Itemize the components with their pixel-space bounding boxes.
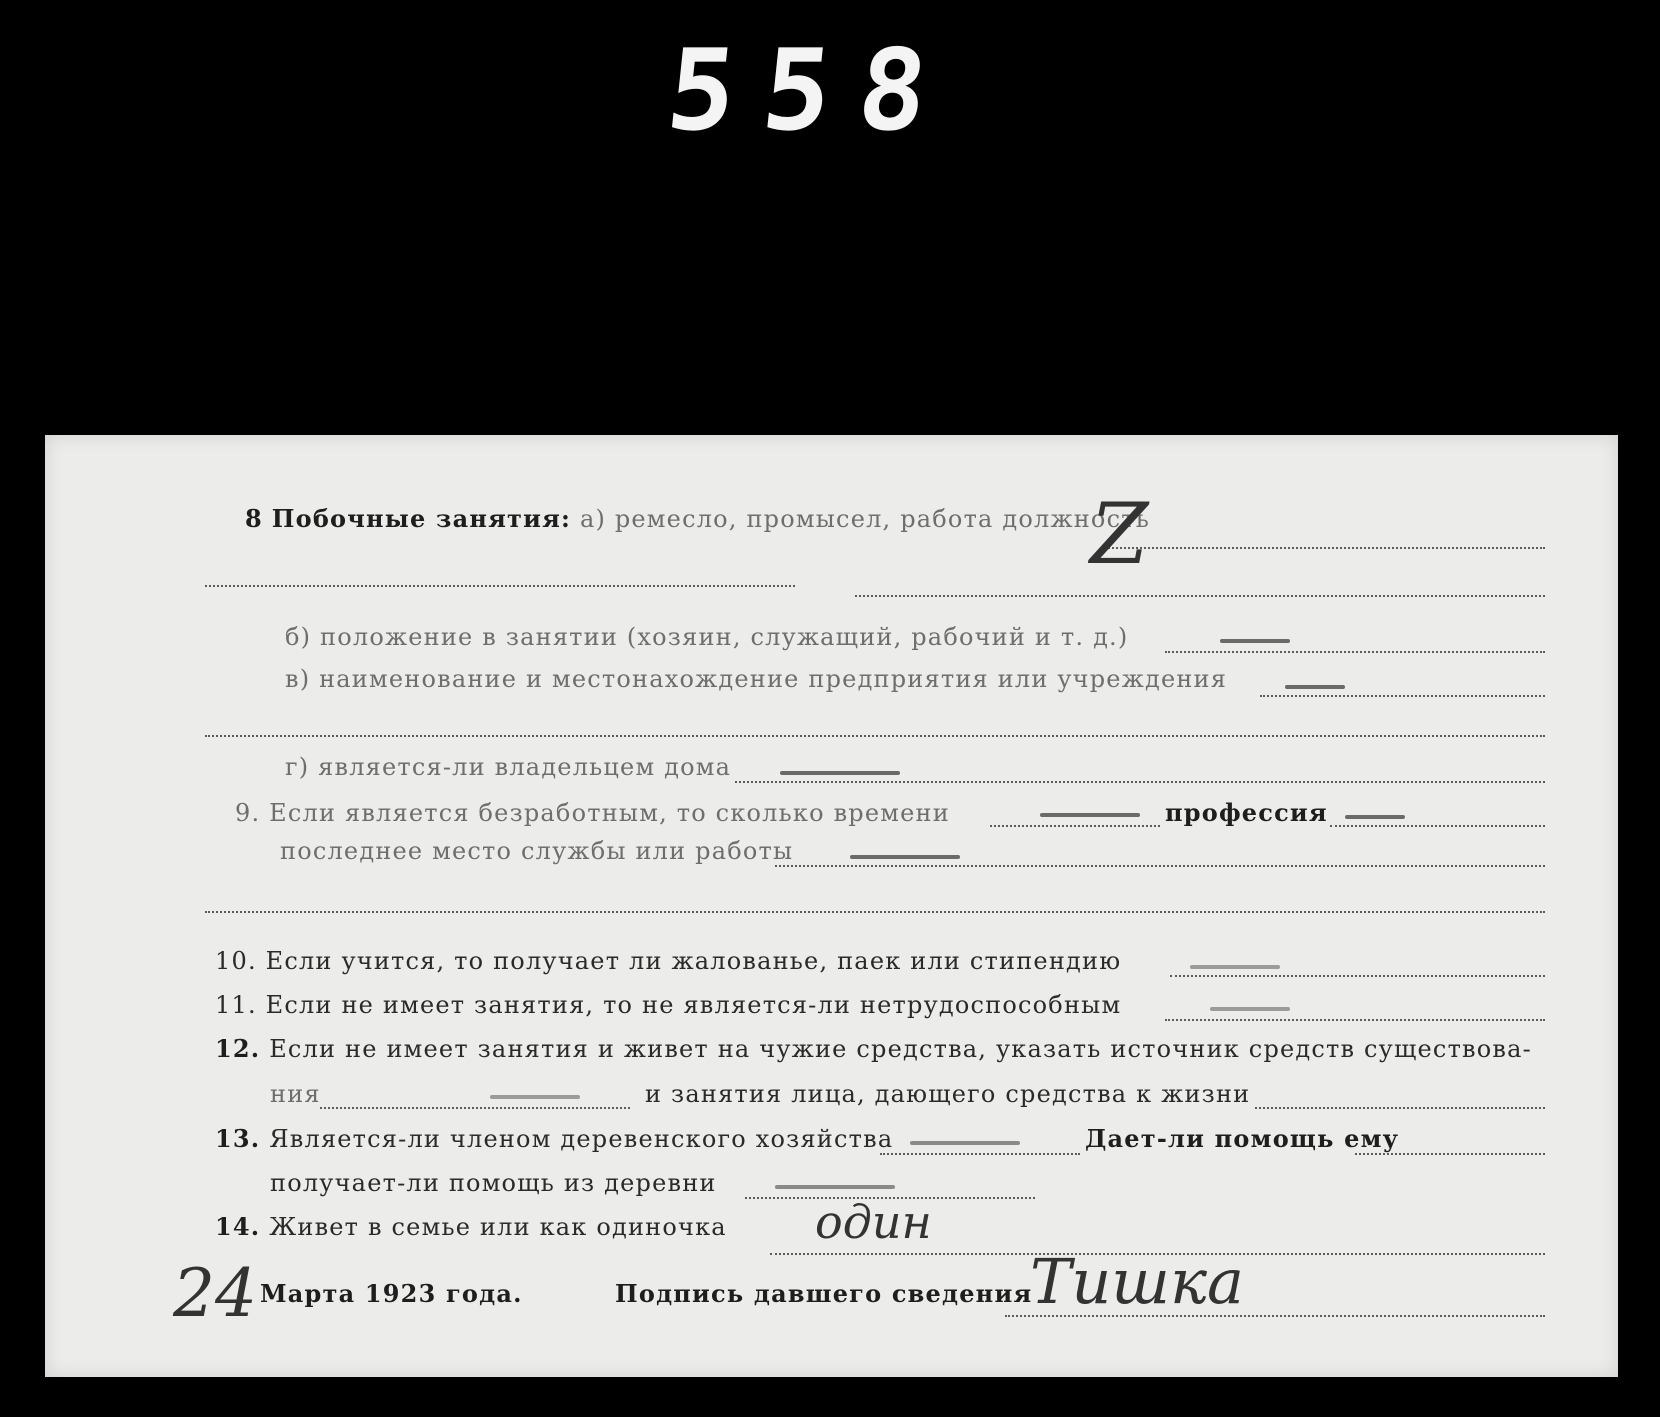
q8a-line-3: [855, 595, 1545, 597]
q8a-text: а) ремесло, промысел, работа должность: [579, 505, 1150, 533]
q9-number: 9.: [235, 799, 261, 827]
q9-profession-dash: [1345, 815, 1405, 819]
q8b-line: [1165, 651, 1545, 653]
q14-number: 14.: [215, 1212, 261, 1241]
q13-help-label: Дает-ли помощь ему: [1085, 1124, 1400, 1153]
q9-profession-row: [1165, 799, 1328, 827]
q13-number: 13.: [215, 1124, 261, 1153]
q9-time-line: [990, 825, 1160, 827]
q9-profession-line: [1330, 825, 1545, 827]
q9-text: Если является безработным, то сколько времени: [269, 799, 950, 827]
q8b-dash: [1220, 639, 1290, 643]
q8g-dash: [780, 771, 900, 775]
q12-source-dash: [490, 1095, 580, 1099]
q12-occupation-line: [1255, 1107, 1545, 1109]
q8-number: 8: [245, 504, 263, 533]
q8b-row: [285, 623, 1128, 651]
q10-dash: [1190, 965, 1280, 969]
q8-row: [245, 505, 1150, 533]
q11-text: Если не имеет занятия, то не является-ли нетрудоспособным: [265, 991, 1122, 1019]
q9-profession-label: профессия: [1165, 798, 1328, 827]
q8v-row: [285, 665, 1227, 693]
q13-line2-dash: [775, 1185, 895, 1189]
q14-row: [215, 1213, 727, 1241]
frame-number: 558: [661, 26, 962, 156]
q13-line2: получает-ли помощь из деревни: [270, 1169, 717, 1197]
census-card: [45, 435, 1618, 1377]
footer-signature-row: [615, 1280, 1032, 1308]
q8a-line-2: [205, 585, 795, 587]
q14-handwritten-answer: один: [815, 1195, 932, 1249]
q13-line: [880, 1153, 1080, 1155]
q13-row: [215, 1125, 893, 1153]
q11-number: 11.: [215, 991, 257, 1019]
q13-line2-row: [270, 1169, 717, 1197]
q8g-row: [285, 753, 731, 781]
footer-day: 24: [173, 1255, 257, 1332]
q12-line2a: ния: [270, 1080, 321, 1108]
q12-line2b: и занятия лица, дающего средства к жизни: [645, 1080, 1251, 1108]
q13-dash: [910, 1141, 1020, 1145]
q12-line2-row: [270, 1080, 321, 1108]
q9-time-dash: [1040, 813, 1140, 817]
signature-line: [1005, 1315, 1545, 1317]
q13-text: Является-ли членом деревенского хозяйства: [269, 1125, 894, 1153]
q14-text: Живет в семье или как одиночка: [269, 1213, 727, 1241]
q8b-text: б) положение в занятии (хозяин, служащий, рабочий и т. д.): [285, 623, 1129, 651]
q8g-text: г) является-ли владельцем дома: [285, 753, 732, 781]
q8v-text: в) наименование и местонахождение предприятия или учреждения: [285, 665, 1228, 693]
q10-row: [215, 947, 1121, 975]
q9-line3: [205, 911, 1545, 913]
q12-row: [215, 1035, 1532, 1063]
q13-help-row: [1085, 1125, 1399, 1153]
q12-text: Если не имеет занятия и живет на чужие средства, указать источник средств существова-: [269, 1035, 1532, 1063]
footer-date-text: Марта 1923 года.: [260, 1279, 523, 1308]
q12-number: 12.: [215, 1034, 261, 1063]
signature-handwritten: Тишка: [1030, 1245, 1245, 1318]
q8a-line: [1105, 547, 1545, 549]
q11-line: [1165, 1019, 1545, 1021]
q9-line2-text: последнее место службы или работы: [280, 837, 794, 865]
q9-row: [235, 799, 950, 827]
q12-source-line: [320, 1107, 630, 1109]
q8g-line: [735, 781, 1545, 783]
q11-dash: [1210, 1007, 1290, 1011]
q9-line2-row: [280, 837, 793, 865]
q8a-handwritten-mark: Z: [1090, 485, 1149, 583]
q11-row: [215, 991, 1121, 1019]
footer-signature-label: Подпись давшего сведения: [615, 1279, 1033, 1308]
q10-line: [1170, 975, 1545, 977]
q8v-dash: [1285, 685, 1345, 689]
q10-number: 10.: [215, 947, 257, 975]
q12-line2b-row: [645, 1080, 1250, 1108]
q13-help-line: [1355, 1153, 1545, 1155]
q8v-line: [1260, 695, 1545, 697]
q8-label: Побочные занятия:: [271, 504, 572, 533]
footer-date-row: [260, 1280, 523, 1308]
q8v-line-2: [205, 735, 1545, 737]
q9-line2-line: [775, 865, 1545, 867]
q9-line2-dash: [850, 855, 960, 859]
q10-text: Если учится, то получает ли жалованье, паек или стипендию: [265, 947, 1122, 975]
